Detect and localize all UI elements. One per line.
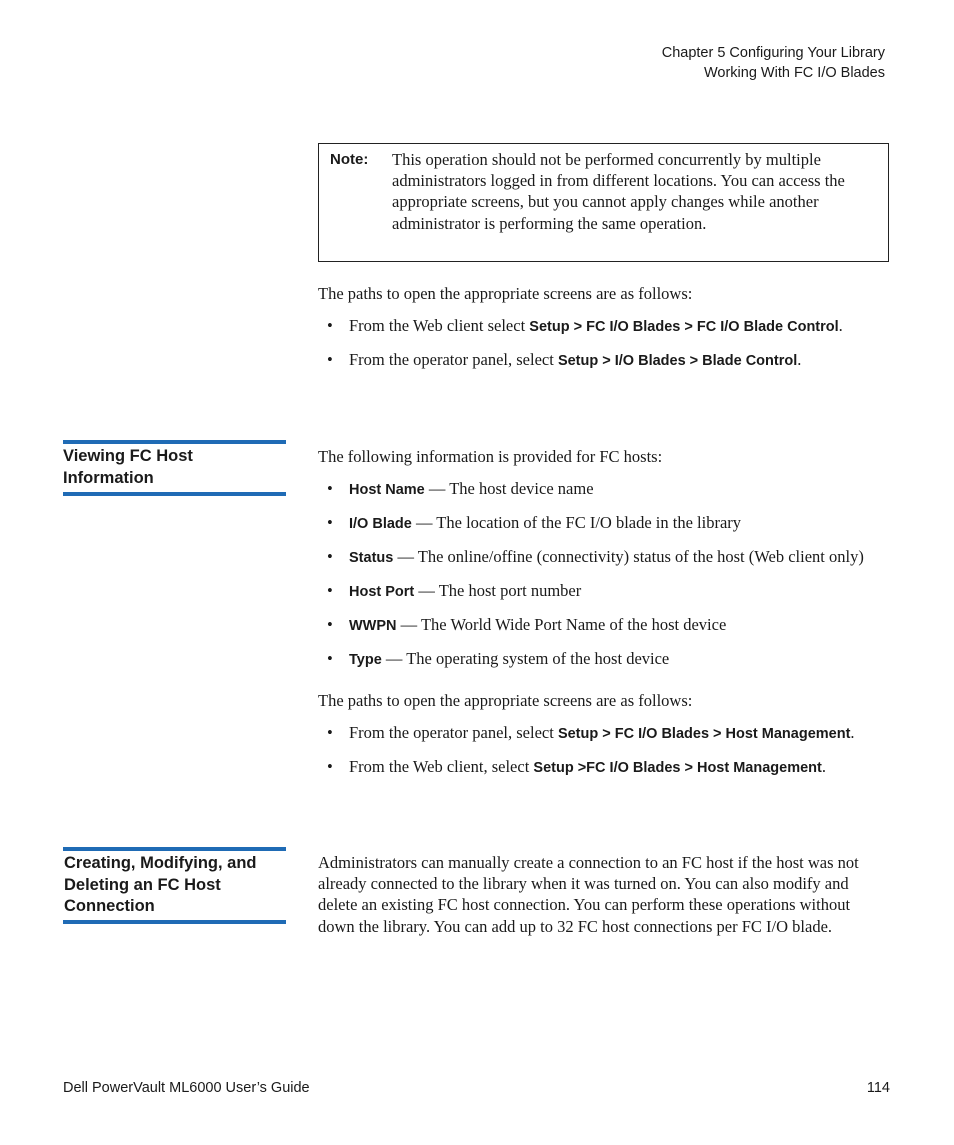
menu-path: Setup > FC I/O Blades > FC I/O Blade Control — [529, 319, 839, 335]
bullet-icon: • — [327, 581, 333, 600]
list-item: • Host Name — The host device name — [327, 479, 594, 498]
note-box — [318, 143, 889, 262]
host-paths-list — [318, 722, 890, 779]
section-heading-creating-fc-host: Creating, Modifying, and Deleting an FC Host Connection — [63, 847, 286, 924]
term: WWPN — [349, 618, 397, 634]
bullet-icon: • — [327, 513, 333, 532]
page-number: 114 — [866, 1080, 890, 1096]
create-section-text: Administrators can manually create a connection to an FC host if the host was not already connected to the library when it was turned on. You can also modify and delete an existing FC host connection. You can perform these operations without down the library. You can add up to 32 FC host connections per FC I/O blade. — [318, 853, 859, 936]
list-item: • From the Web client, select Setup >FC I/O Blades > Host Management. — [327, 756, 826, 776]
list-item: • From the operator panel, select Setup > FC I/O Blades > Host Management. — [327, 723, 855, 742]
section-heading-viewing-fc-host: Viewing FC Host Information — [63, 440, 286, 496]
bullet-icon: • — [327, 756, 333, 776]
list-item: • I/O Blade — The location of the FC I/O blade in the library — [327, 513, 742, 532]
term: Host Name — [349, 482, 425, 498]
section-title: Working With FC I/O Blades — [703, 65, 885, 81]
note-label: Note: — [330, 151, 369, 168]
list-item: • From the operator panel, select Setup > I/O Blades > Blade Control. — [327, 350, 802, 370]
term: I/O Blade — [349, 516, 412, 532]
blade-paths-list — [318, 315, 890, 372]
list-item: • Type — The operating system of the host device — [327, 649, 670, 668]
menu-path: Setup > I/O Blades > Blade Control — [557, 353, 798, 370]
fc-host-intro: The following information is provided for FC hosts: — [318, 447, 663, 466]
fc-host-info-list — [318, 478, 890, 671]
host-paths-intro: The paths to open the appropriate screens are as follows: — [318, 691, 693, 710]
running-header — [662, 43, 885, 83]
menu-path: Setup > FC I/O Blades > Host Management — [557, 726, 851, 742]
bullet-icon: • — [327, 615, 333, 634]
footer-title: Dell PowerVault ML6000 User’s Guide — [63, 1080, 310, 1096]
bullet-icon: • — [327, 547, 333, 566]
term: Status — [349, 550, 394, 566]
bullet-icon: • — [327, 479, 333, 498]
list-item: • Status — The online/offine (connectivity) status of the host (Web client only) — [327, 547, 864, 566]
list-item: • WWPN — The World Wide Port Name of the host device — [327, 615, 727, 634]
note-text: This operation should not be performed concurrently by multiple administrators logged in from different locations. You can access the appropriate screens, but you cannot apply changes while another administrator is performing the same operation. — [392, 150, 845, 233]
bullet-icon: • — [327, 723, 333, 742]
blade-paths-intro: The paths to open the appropriate screens are as follows: — [318, 284, 693, 303]
chapter-title: Chapter 5 Configuring Your Library — [661, 45, 885, 61]
list-item: • Host Port — The host port number — [327, 581, 582, 600]
term: Host Port — [349, 584, 415, 600]
bullet-icon: • — [327, 350, 333, 370]
bullet-icon: • — [327, 316, 333, 335]
bullet-icon: • — [327, 649, 333, 668]
list-item: • From the Web client select Setup > FC I/O Blades > FC I/O Blade Control. — [327, 316, 843, 335]
term: Type — [349, 652, 382, 668]
menu-path: Setup >FC I/O Blades > Host Management — [533, 759, 822, 776]
